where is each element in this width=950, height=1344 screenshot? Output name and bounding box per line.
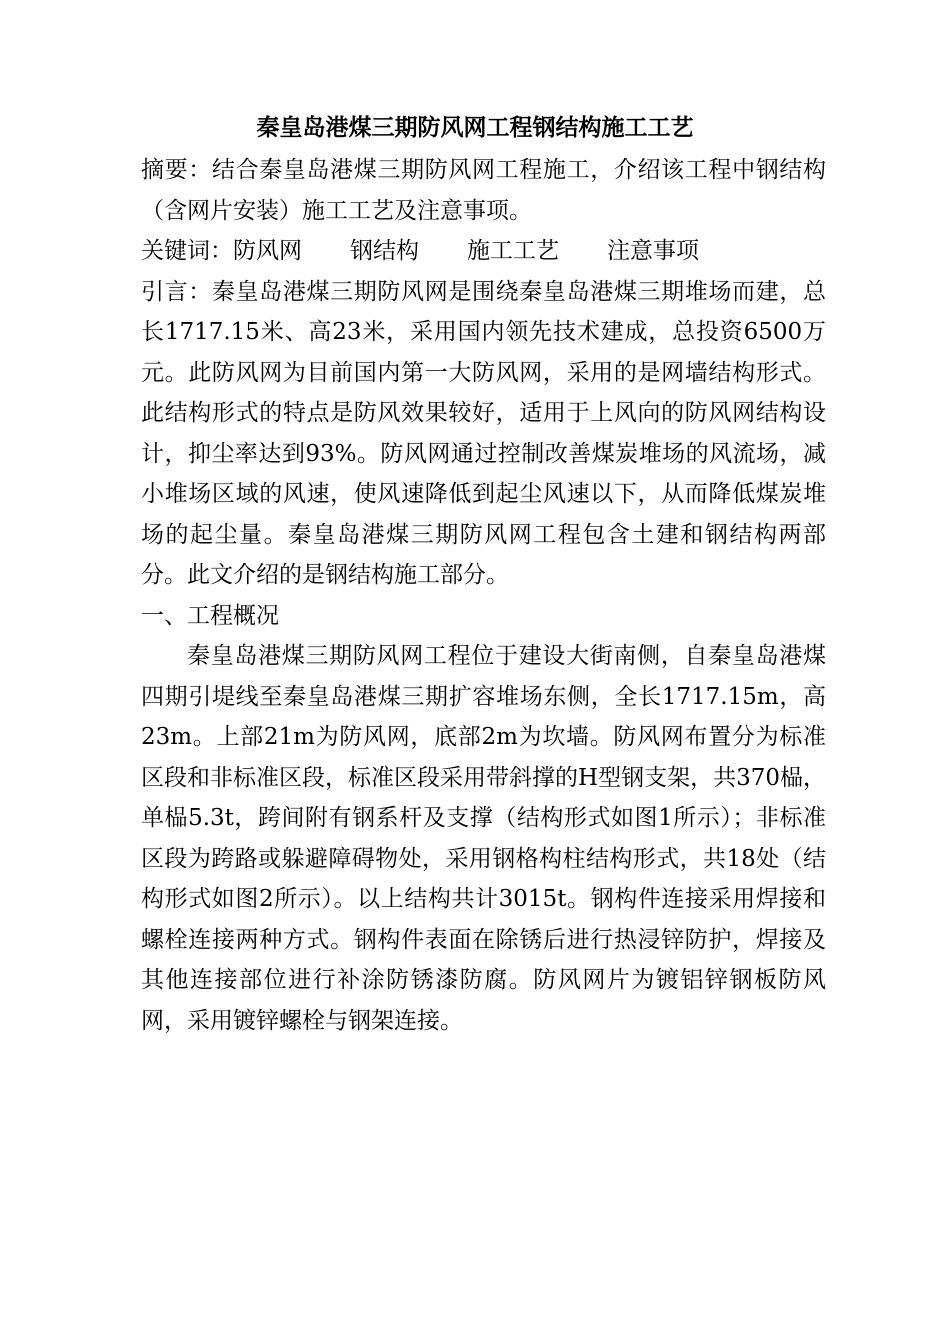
abstract-paragraph: 摘要：结合秦皇岛港煤三期防风网工程施工，介绍该工程中钢结构（含网片安装）施工工艺及注意事项。 (141, 157, 826, 224)
keywords-line (141, 231, 826, 272)
keywords-label: 关键词： (141, 238, 233, 264)
document-body (141, 150, 826, 1041)
keyword-item: 防风网 (233, 238, 302, 264)
document-title: 秦皇岛港煤三期防风网工程钢结构施工工艺 (256, 115, 694, 141)
section-body-paragraph: 秦皇岛港煤三期防风网工程位于建设大街南侧，自秦皇岛港煤四期引堤线至秦皇岛港煤三期扩容堆场东侧，全长1717.15m，高23m。上部21m为防风网，底部2m为坎墙。防风网布置分为标准区段和非标准区段，标准区段采用带斜撑的H型钢支架，共370榀，单榀5.3t，跨间附有钢系杆及支撑（结构形式如图1所示）；非标准区段为跨路或躲避障碍物处，采用钢格构柱结构形式，共18处（结构形式如图2所示）。以上结构共计3015t。钢构件连接采用焊接和螺栓连接两种方式。钢构件表面在除锈后进行热浸锌防护，焊接及其他连接部位进行补涂防锈漆防腐。防风网片为镀铝锌钢板防风网，采用镀锌螺栓与钢架连接。 (141, 643, 826, 1034)
section-heading: 一、工程概况 (141, 602, 279, 629)
keyword-item: 施工工艺 (467, 238, 559, 264)
introduction-paragraph: 引言：秦皇岛港煤三期防风网是围绕秦皇岛港煤三期堆场而建，总长1717.15米、高23米，采用国内领先技术建成，总投资6500万元。此防风网为目前国内第一大防风网，采用的是网墙结构形式。此结构形式的特点是防风效果较好，适用于上风向的防风网结构设计，抑尘率达到93%。防风网通过控制改善煤炭堆场的风流场，减小堆场区域的风速，使风速降低到起尘风速以下，从而降低煤炭堆场的起尘量。秦皇岛港煤三期防风网工程包含土建和钢结构两部分。此文介绍的是钢结构施工部分。 (141, 278, 826, 588)
keyword-item: 注意事项 (607, 238, 699, 264)
keyword-item: 钢结构 (350, 238, 419, 264)
